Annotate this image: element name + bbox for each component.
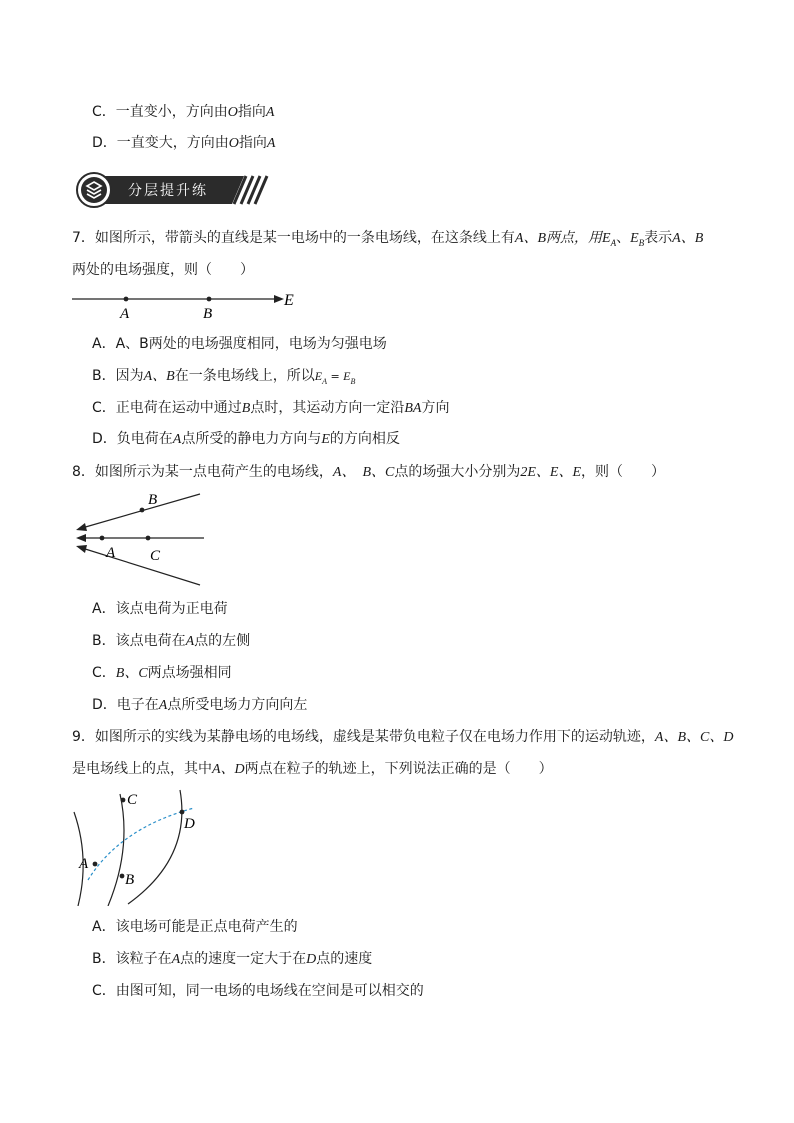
q7-stem-line1: 7．如图所示，带箭头的直线是某一电场中的一条电场线，在这条线上有A、B两点，用$E_A$、$E_B$表示A、B — [72, 230, 704, 248]
q7-option-c[interactable]: C．正电荷在运动中通过B点时，其运动方向一定沿BA方向 — [92, 400, 450, 416]
label-b: B — [125, 872, 135, 888]
q9-stem-line2: 是电场线上的点，其中A、D两点在粒子的轨迹上，下列说法正确的是（ ） — [72, 761, 553, 777]
q6-option-d[interactable]: D．一直变大，方向由O指向A — [92, 135, 276, 151]
field-line-lower — [82, 548, 200, 585]
q7-option-b[interactable]: B．因为A、B在一条电场线上，所以$E_A = E_B$ — [92, 368, 356, 386]
label-b: B — [148, 492, 158, 508]
arrow-lower — [76, 545, 87, 553]
point-c — [146, 536, 151, 541]
arrow-head — [274, 295, 284, 303]
point-b — [140, 508, 145, 513]
point-a — [124, 297, 129, 302]
q9-option-c[interactable]: C．由图可知，同一电场的电场线在空间是可以相交的 — [92, 983, 424, 999]
q7-option-a[interactable]: A．A、B两处的电场强度相同，电场为匀强电场 — [92, 336, 387, 352]
label-a: A — [106, 545, 116, 561]
q8-option-c[interactable]: C．B、C两点场强相同 — [92, 665, 232, 681]
label-b: B — [203, 306, 213, 322]
particle-trajectory — [88, 808, 194, 880]
point-d — [180, 810, 185, 815]
q7-figure — [70, 288, 310, 324]
label-e: E — [284, 292, 294, 309]
point-b — [207, 297, 212, 302]
point-c — [121, 798, 126, 803]
point-b — [120, 874, 125, 879]
q9-option-a[interactable]: A．该电场可能是正点电荷产生的 — [92, 919, 298, 935]
banner-label: 分层提升练 — [128, 183, 208, 199]
label-c: C — [150, 548, 161, 564]
field-line-middle — [108, 794, 124, 906]
q9-option-b[interactable]: B．该粒子在A点的速度一定大于在D点的速度 — [92, 951, 373, 967]
q8-option-d[interactable]: D．电子在A点所受电场力方向向左 — [92, 697, 308, 713]
q7-stem-line2: 两处的电场强度，则（ ） — [72, 262, 254, 278]
label-a: A — [79, 856, 89, 872]
point-a — [100, 536, 105, 541]
q9-stem-line1: 9．如图所示的实线为某静电场的电场线，虚线是某带负电粒子仅在电场力作用下的运动轨迹，A、B、C、D — [72, 729, 734, 745]
label-d: D — [184, 816, 195, 832]
q8-stem: 8．如图所示为某一点电荷产生的电场线，A、 B、C点的场强大小分别为2E、E、E，则（ ） — [72, 464, 666, 480]
q6-option-c[interactable]: C．一直变小，方向由O指向A — [92, 104, 275, 120]
arrow-middle — [76, 534, 86, 542]
point-a — [93, 862, 98, 867]
label-a: A — [120, 306, 130, 322]
label-c: C — [127, 792, 138, 808]
q8-option-a[interactable]: A．该点电荷为正电荷 — [92, 601, 228, 617]
section-banner — [76, 172, 274, 208]
q8-figure — [70, 488, 210, 588]
q8-option-b[interactable]: B．该点电荷在A点的左侧 — [92, 633, 251, 649]
q9-figure — [70, 788, 210, 906]
q7-option-d[interactable]: D．负电荷在A点所受的静电力方向与E的方向相反 — [92, 431, 400, 447]
arrow-upper — [76, 523, 87, 531]
